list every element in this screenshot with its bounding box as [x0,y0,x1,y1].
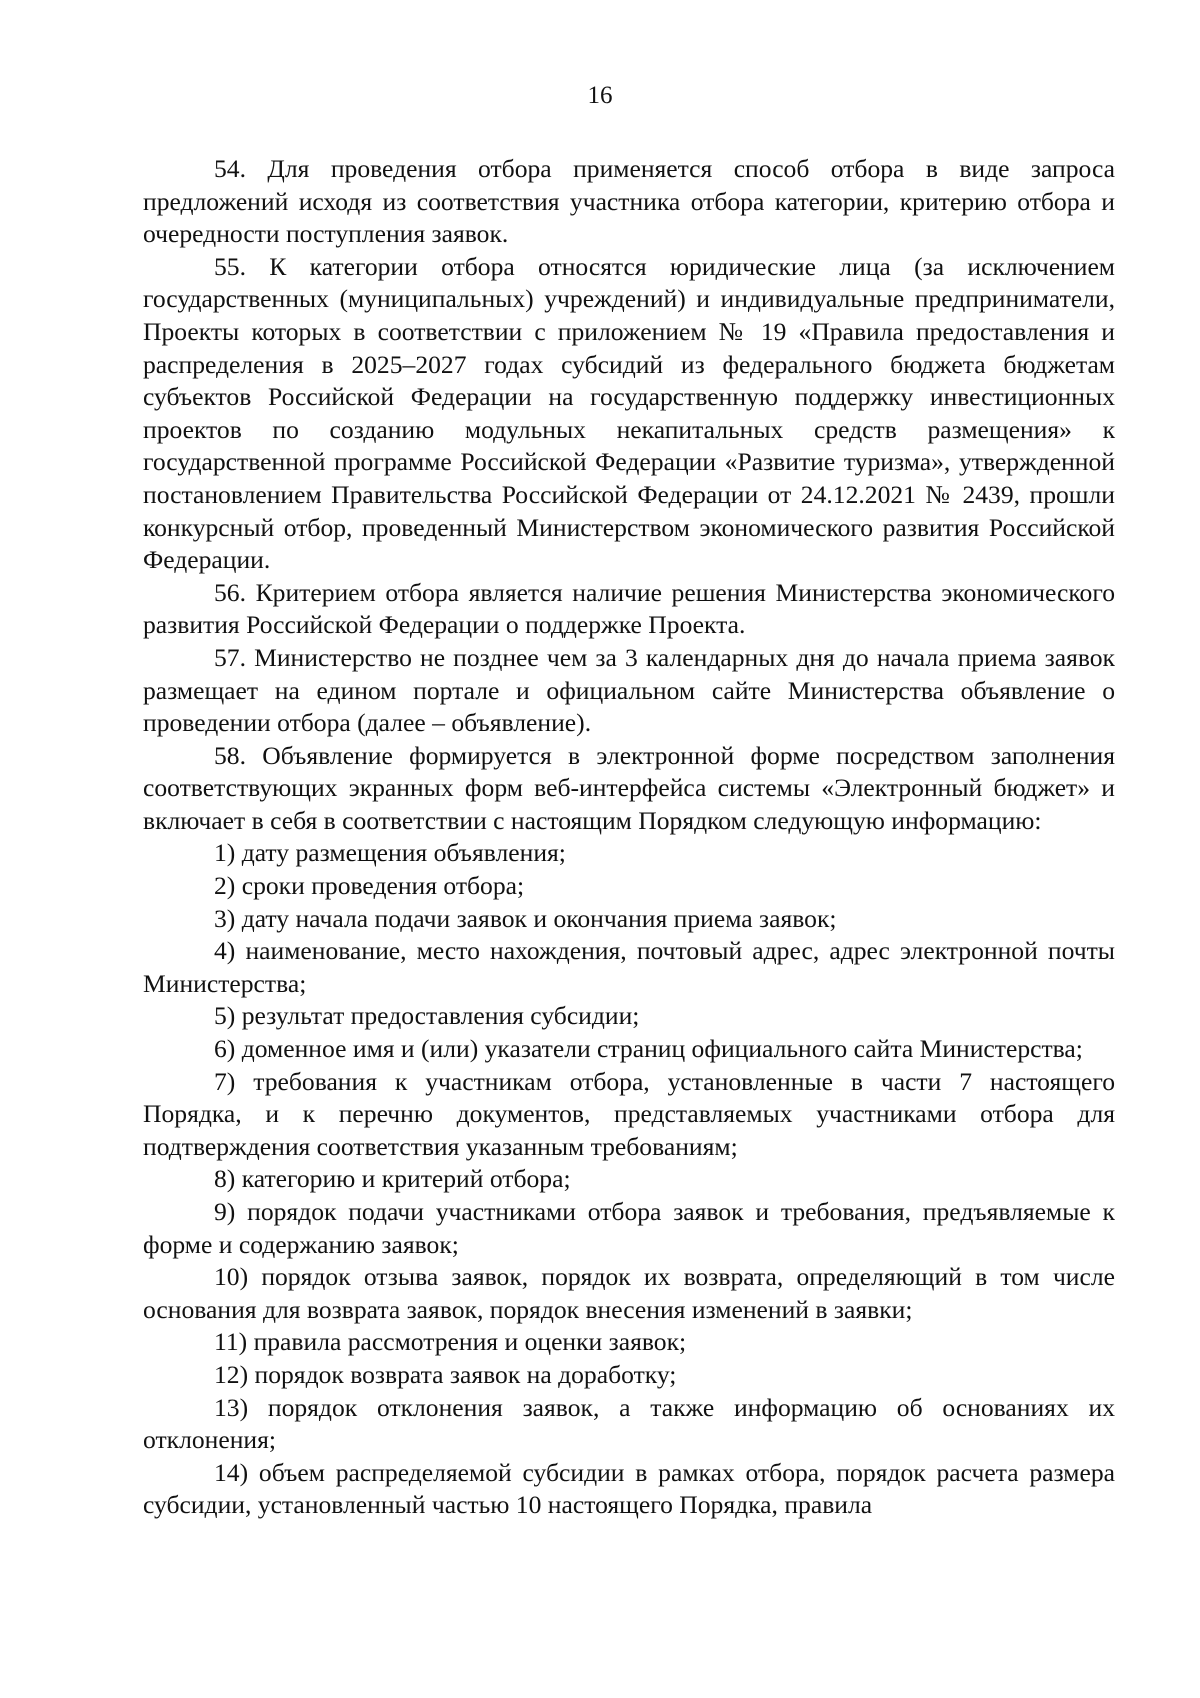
list-item-1: 1) дату размещения объявления; [214,838,566,868]
list-item-3: 3) дату начала подачи заявок и окончания приема заявок; [214,903,837,933]
paragraph-58: 58. Объявление формируется в электронной форме посредством заполнения соответствующих экранных форм веб-интерфейса системы «Электронный бюджет» и включает в себя в соответствии с настоящим Порядком следующую информацию: [143,740,1115,835]
list-item-7: 7) требования к участникам отбора, установленные в части 7 настоящего Порядка, и к перечню документов, представляемых участниками отбора для подтверждения соответствия указанным требованиям; [143,1066,1115,1161]
paragraph-57: 57. Министерство не позднее чем за 3 календарных дня до начала приема заявок размещает на едином портале и официальном сайте Министерства объявление о проведении отбора (далее – объявление). [143,642,1115,738]
list-item-14: 14) объем распределяемой субсидии в рамках отбора, порядок расчета размера субсидии, установленный частью 10 настоящего Порядка, правила [143,1457,1115,1520]
list-item-13: 13) порядок отклонения заявок, а также информацию об основаниях их отклонения; [143,1392,1115,1455]
list-item-4: 4) наименование, место нахождения, почтовый адрес, адрес электронной почты Министерства; [143,936,1115,998]
list-item-9: 9) порядок подачи участниками отбора заявок и требования, предъявляемые к форме и содержанию заявок; [143,1197,1115,1259]
page-number: 16 [587,82,613,109]
paragraph-56: 56. Критерием отбора является наличие решения Министерства экономического развития Российской Федерации о поддержке Проекта. [143,577,1115,640]
paragraph-54: 54. Для проведения отбора применяется способ отбора в виде запроса предложений исходя из соответствия участника отбора категории, критерию отбора и очередности поступления заявок. [143,154,1115,249]
list-item-12: 12) порядок возврата заявок на доработку; [214,1359,677,1389]
list-item-2: 2) сроки проведения отбора; [214,871,525,901]
list-item-8: 8) категорию и критерий отбора; [214,1164,571,1194]
document-body [143,153,1115,1522]
paragraph-55: 55. К категории отбора относятся юридические лица (за исключением государственных (муниципальных) учреждений) и индивидуальные предприниматели, Проекты которых в соответствии с приложением № 19 «Правила предоставления и распределения в 2025–2027 годах субсидий из федерального бюджета бюджетам субъектов Российской Федерации на государственную поддержку инвестиционных проектов по созданию модульных некапитальных средств размещения» к государственной программе Российской Федерации «Развитие туризма», утвержденной постановлением Правительства Российской Федерации от 24.12.2021 № 2439, прошли конкурсный отбор, проведенный Министерством экономического развития Российской Федерации. [143,251,1115,575]
list-item-5: 5) результат предоставления субсидии; [214,1001,640,1031]
list-item-11: 11) правила рассмотрения и оценки заявок; [214,1327,687,1357]
list-item-10: 10) порядок отзыва заявок, порядок их возврата, определяющий в том числе основания для возврата заявок, порядок внесения изменений в заявки; [143,1262,1115,1324]
list-item-6: 6) доменное имя и (или) указатели страниц официального сайта Министерства; [214,1034,1083,1064]
